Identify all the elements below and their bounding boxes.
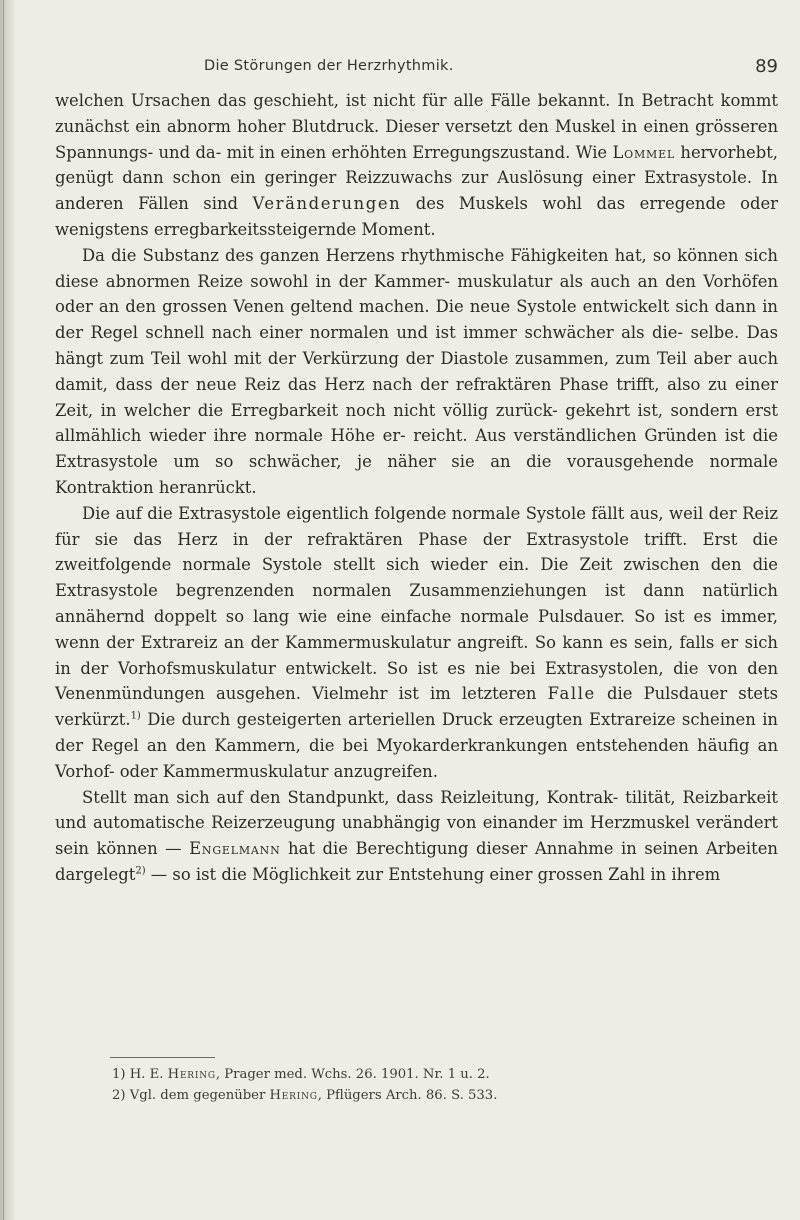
footnote-2-source: , Pflügers Arch. 86. S. 533. — [317, 1088, 498, 1103]
footnote-1 — [112, 1064, 772, 1085]
footnote-rule — [110, 1057, 215, 1058]
paragraph-3 — [55, 501, 778, 785]
binding-edge — [3, 0, 4, 1220]
running-head — [0, 58, 800, 82]
paragraph-3-text-c: Die durch gesteigerten arteriellen Druck erzeugten Extrareize scheinen in der Regel an den Kammern, die bei Myokarderkrankungen entstehenden häufig an Vorhof- oder Kammermuskulatur anzugreifen. — [55, 710, 778, 781]
paragraph-4-text-a: Stellt man sich auf den Standpunkt, dass Reizleitung, Kontrak- tilität, Reizbarkeit und automatische Reizerzeugung unabhängig von einander im Herzmuskel verändert sein können — — [55, 787, 778, 859]
paragraph-1-text-a: welchen Ursachen das geschieht, ist nicht für alle Fälle bekannt. In Betracht kommt zunächst ein abnorm hoher Blutdruck. Dieser versetzt den Muskel in einen grösseren Spannungs- und da- mit in einen erhöhten Erregungszustand. Wie — [55, 91, 778, 162]
footnote-1-source: , Prager med. Wchs. 26. 1901. Nr. 1 u. 2. — [215, 1067, 490, 1082]
footnote-2 — [112, 1085, 772, 1106]
emphasis-falle: Falle — [547, 684, 596, 704]
body-text — [55, 88, 778, 888]
paragraph-4-text-b: hat die Berechtigung dieser Annahme in seinen Arbeiten dargelegt — [55, 839, 778, 884]
footnote-ref-1: 1) — [130, 710, 141, 722]
paragraph-3-text-b: die Pulsdauer stets verkürzt. — [55, 684, 779, 730]
footnotes — [112, 1064, 772, 1106]
paragraph-2: Da die Substanz des ganzen Herzens rhythmische Fähigkeiten hat, so können sich diese abnormen Reize sowohl in der Kammer- muskulatur als auch an den Vorhöfen oder an den grossen Venen geltend machen. Die neue Systole entwickelt sich dann in der Regel schnell nach einer normalen und ist immer schwächer als die- selbe. Das hängt zum Teil wohl mit der Verkürzung der Diastole zusammen, zum Teil aber auch damit, dass der neue Reiz das Herz nach der refraktären Phase trifft, also zu einer Zeit, in welcher die Erregbarkeit noch nicht völlig zurück- gekehrt ist, sondern erst allmählich wieder ihre normale Höhe er- reicht. Aus verständlichen Gründen ist die Extrasystole um so schwächer, je näher sie an die vorausgehende normale Kontraktion heranrückt. — [55, 245, 778, 497]
paragraph-1-text-c: des Muskels wohl das erregende oder wenigstens erregbarkeitssteigernde Moment. — [55, 194, 778, 239]
paragraph-1 — [55, 88, 778, 243]
footnote-1-author: Hering — [167, 1067, 216, 1082]
footnote-1-number: 1) — [112, 1067, 126, 1082]
footnote-2-number: 2) — [112, 1088, 126, 1103]
footnote-2-pre: Vgl. dem gegenüber — [125, 1088, 270, 1103]
paragraph-1-text-b: hervorhebt, genügt dann schon ein geringer Reizzuwachs zur Auslösung einer Extrasystole. In anderen Fällen sind — [55, 142, 779, 214]
running-title: Die Störungen der Herzrhythmik. — [204, 58, 454, 74]
page-number: 89 — [755, 56, 778, 77]
paragraph-4 — [55, 785, 778, 888]
footnote-1-pre: H. E. — [125, 1067, 168, 1082]
author-name-engelmann: Engelmann — [189, 839, 281, 859]
paragraph-3-text-a: Die auf die Extrasystole eigentlich folgende normale Systole fällt aus, weil der Reiz für sie das Herz in der refraktären Phase der Extrasystole trifft. Erst die zweitfolgende normale Systole stellt sich wieder ein. Die Zeit zwischen den die Extrasystole begrenzenden normalen Zusammenziehungen ist dann natürlich annähernd doppelt so lang wie eine einfache normale Pulsdauer. So ist es immer, wenn der Extrareiz an der Kammermuskulatur angreift. So kann es sein, falls er sich in der Vorhofsmuskulatur entwickelt. So ist es nie bei Extrasystolen, die von den Venenmündungen ausgehen. Vielmehr ist im letzteren — [55, 503, 778, 704]
emphasis-veraenderungen: Veränderungen — [252, 194, 402, 214]
page-gutter-shadow — [0, 0, 14, 1220]
author-name-lommel: Lommel — [612, 142, 676, 162]
paragraph-4-text-c: — so ist die Möglichkeit zur Entstehung einer grossen Zahl in ihrem — [145, 864, 721, 884]
footnote-2-author: Hering — [269, 1088, 318, 1103]
footnote-ref-2: 2) — [135, 865, 146, 877]
